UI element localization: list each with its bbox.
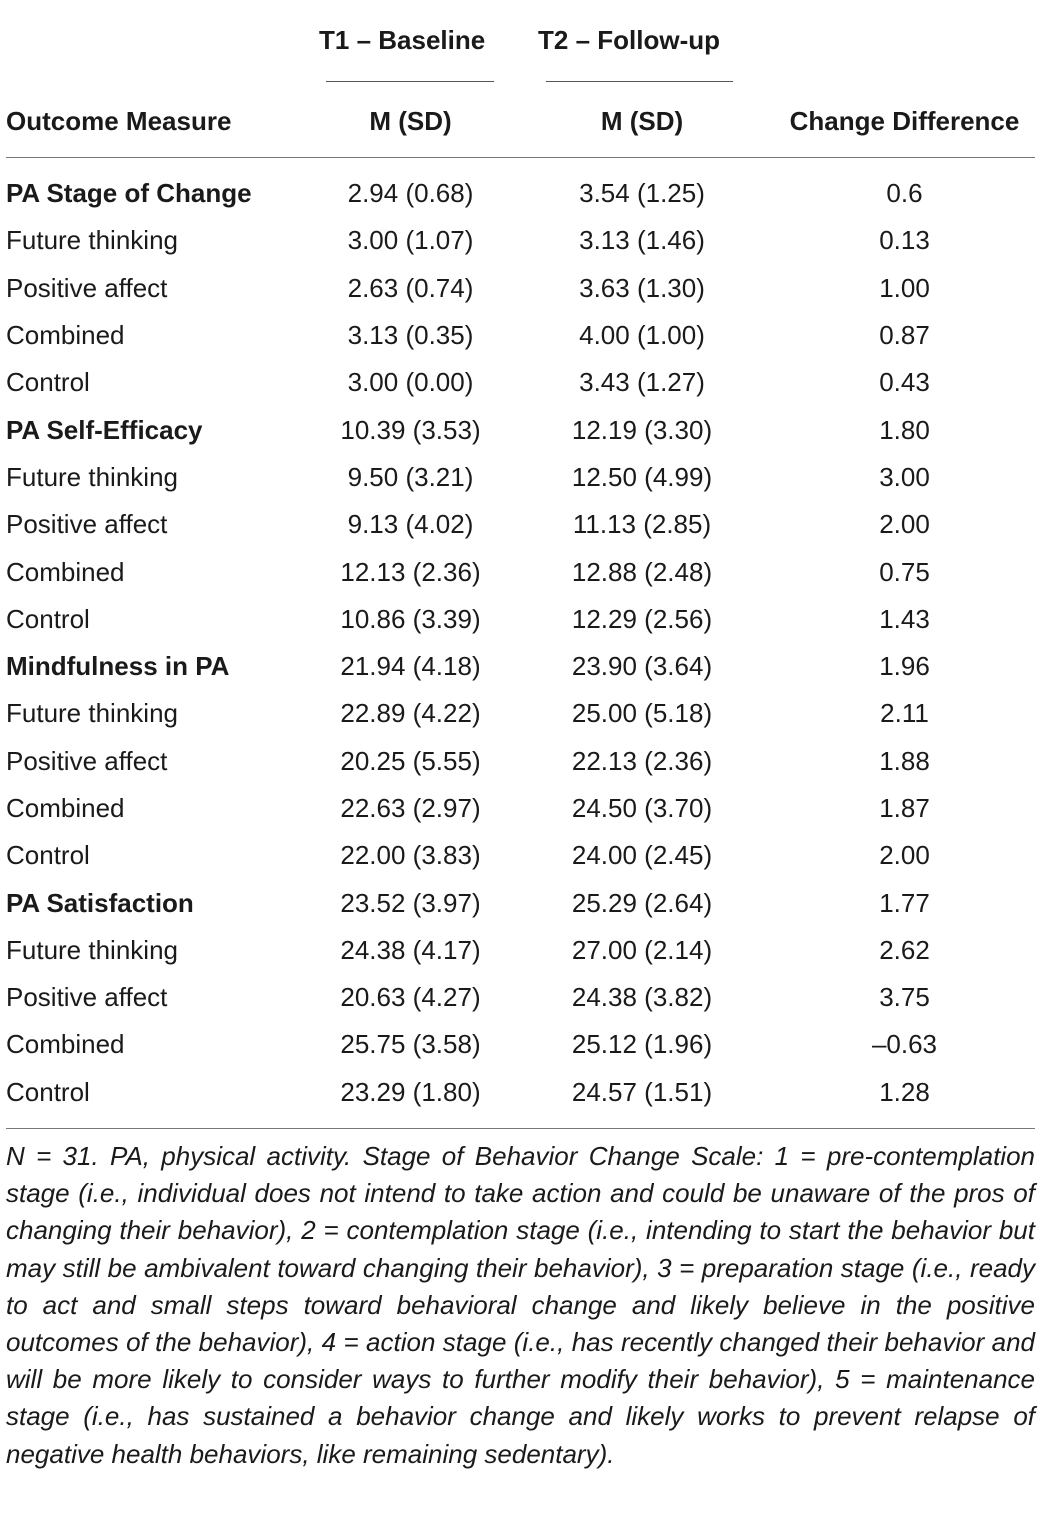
row-label: Future thinking	[6, 934, 178, 965]
cell-t1: 22.63 (2.97)	[340, 793, 481, 823]
cell-t2: 24.57 (1.51)	[571, 1076, 713, 1107]
cell-t1: 22.00 (3.83)	[340, 840, 481, 871]
cell-t1: 23.29 (1.80)	[340, 1076, 481, 1107]
cell-t2: 24.00 (2.45)	[571, 840, 713, 871]
table-row	[6, 359, 1035, 406]
cell-change: 2.62	[879, 934, 930, 965]
row-label: Positive affect	[6, 272, 168, 303]
table-section-row	[6, 406, 1035, 453]
table-row	[6, 1069, 1035, 1116]
table-row	[6, 832, 1035, 879]
table-row	[6, 738, 1035, 785]
cell-change: –0.63	[871, 1029, 938, 1060]
cell-change: 1.00	[879, 272, 930, 303]
cell-t2: 12.50 (4.99)	[571, 461, 713, 492]
table-footnote: N = 31. PA, physical activity. Stage of Behavior Change Scale: 1 = pre-contemplation stage (i.e., individual does not intend to take action and could be unaware of the pros of changing their behavior), 2 = contemplation stage (i.e., intending to start the behavior but may still be ambivalent toward changing their behavior), 3 = preparation stage (i.e., ready to act and small steps toward behavioral change and likely believe in the positive outcomes of the behavior), 4 = action stage (i.e., has recently changed their behavior and will be more likely to consider ways to further modify their behavior), 5 = maintenance stage (i.e., has sustained a behavior change and likely works to prevent relapse of negative health behaviors, like remaining sedentary).	[6, 1141, 1035, 1469]
row-label: Positive affect	[6, 509, 168, 540]
table-section-row	[6, 879, 1035, 926]
cell-change: 1.96	[879, 651, 930, 682]
table-row	[6, 596, 1035, 643]
cell-t1: 24.38 (4.17)	[340, 934, 481, 965]
row-label: Future thinking	[6, 225, 178, 256]
table-section-row	[6, 170, 1035, 217]
cell-t1: 22.89 (4.22)	[340, 698, 481, 729]
row-label: Combined	[6, 793, 125, 823]
table-row	[6, 312, 1035, 359]
cell-t2: 12.88 (2.48)	[571, 556, 713, 587]
cell-change: 2.00	[879, 840, 930, 871]
group-header-t1: T1 – Baseline	[319, 25, 486, 55]
column-header-outcome: Outcome Measure	[6, 106, 232, 136]
cell-t2: 23.90 (3.64)	[571, 651, 713, 682]
cell-t1: 20.63 (4.27)	[340, 982, 481, 1013]
cell-t1: 10.39 (3.53)	[340, 414, 481, 445]
column-header-row	[6, 98, 1035, 157]
cell-change: 2.11	[880, 698, 929, 729]
column-header-change: Change Difference	[789, 106, 1020, 136]
cell-t2: 24.50 (3.70)	[571, 793, 713, 823]
cell-change: 3.00	[879, 461, 930, 492]
row-label: Control	[6, 840, 90, 871]
table-row	[6, 217, 1035, 264]
cell-t1: 2.63 (0.74)	[347, 272, 474, 303]
cell-t2: 25.12 (1.96)	[571, 1029, 713, 1060]
group-header-t2: T2 – Follow-up	[538, 25, 720, 55]
row-label: Control	[6, 603, 90, 634]
cell-t1: 21.94 (4.18)	[340, 651, 481, 682]
results-table	[6, 0, 1035, 1129]
cell-t2: 27.00 (2.14)	[571, 934, 713, 965]
table-body	[6, 158, 1035, 1128]
table-row	[6, 1021, 1035, 1068]
cell-change: 2.00	[879, 509, 930, 540]
cell-t2: 22.13 (2.36)	[571, 745, 713, 776]
column-header-t2-msd: M (SD)	[600, 106, 684, 136]
cell-t2: 3.54 (1.25)	[579, 178, 705, 209]
cell-change: 1.77	[879, 887, 930, 918]
cell-change: 0.87	[879, 320, 930, 351]
cell-t1: 3.00 (0.00)	[347, 367, 474, 398]
group-header-row	[6, 0, 1035, 98]
footer-divider	[6, 1128, 1035, 1129]
table-row	[6, 974, 1035, 1021]
cell-t2: 11.13 (2.85)	[572, 509, 712, 540]
row-label: PA Satisfaction	[6, 887, 194, 918]
group-underline-t2	[546, 81, 733, 82]
cell-t2: 4.00 (1.00)	[579, 320, 705, 351]
table-row	[6, 265, 1035, 312]
cell-t2: 3.63 (1.30)	[579, 272, 705, 303]
table-row	[6, 501, 1035, 548]
cell-change: 1.80	[879, 414, 930, 445]
row-label: Future thinking	[6, 698, 178, 729]
row-label: Positive affect	[6, 982, 168, 1013]
table-section-row	[6, 643, 1035, 690]
cell-t2: 3.13 (1.46)	[579, 225, 705, 256]
cell-change: 0.75	[879, 556, 930, 587]
table-row	[6, 690, 1035, 737]
cell-t1: 10.86 (3.39)	[340, 603, 481, 634]
row-label: Combined	[6, 1029, 125, 1060]
cell-change: 3.75	[879, 982, 930, 1013]
row-label: Control	[6, 367, 90, 398]
cell-change: 1.87	[879, 793, 930, 823]
cell-t1: 12.13 (2.36)	[340, 556, 481, 587]
row-label: Mindfulness in PA	[6, 651, 230, 682]
row-label: Positive affect	[6, 745, 168, 776]
table-row	[6, 454, 1035, 501]
cell-change: 0.13	[879, 225, 930, 256]
row-label: PA Self-Efficacy	[6, 414, 203, 445]
cell-t2: 12.19 (3.30)	[571, 414, 713, 445]
row-label: Control	[6, 1076, 90, 1107]
cell-t1: 3.00 (1.07)	[347, 225, 474, 256]
cell-t2: 3.43 (1.27)	[579, 367, 705, 398]
table-row	[6, 548, 1035, 595]
cell-t2: 24.38 (3.82)	[571, 982, 713, 1013]
cell-change: 1.28	[879, 1076, 930, 1107]
cell-t2: 25.29 (2.64)	[571, 887, 713, 918]
row-label: Future thinking	[6, 461, 178, 492]
table-row	[6, 927, 1035, 974]
cell-t2: 25.00 (5.18)	[571, 698, 713, 729]
table-row	[6, 785, 1035, 832]
row-label: PA Stage of Change	[6, 178, 252, 209]
cell-t1: 20.25 (5.55)	[340, 745, 481, 776]
cell-t1: 23.52 (3.97)	[340, 887, 481, 918]
cell-t1: 2.94 (0.68)	[347, 178, 474, 209]
cell-t1: 9.50 (3.21)	[347, 461, 474, 492]
group-underline-t1	[326, 81, 494, 82]
row-label: Combined	[6, 320, 125, 351]
cell-change: 1.88	[879, 745, 930, 776]
row-label: Combined	[6, 556, 125, 587]
cell-t1: 3.13 (0.35)	[347, 320, 474, 351]
cell-t2: 12.29 (2.56)	[571, 603, 713, 634]
column-header-t1-msd: M (SD)	[369, 106, 452, 136]
cell-t1: 9.13 (4.02)	[347, 509, 474, 540]
cell-t1: 25.75 (3.58)	[340, 1029, 481, 1060]
cell-change: 1.43	[879, 603, 930, 634]
cell-change: 0.43	[879, 367, 930, 398]
cell-change: 0.6	[886, 178, 923, 209]
